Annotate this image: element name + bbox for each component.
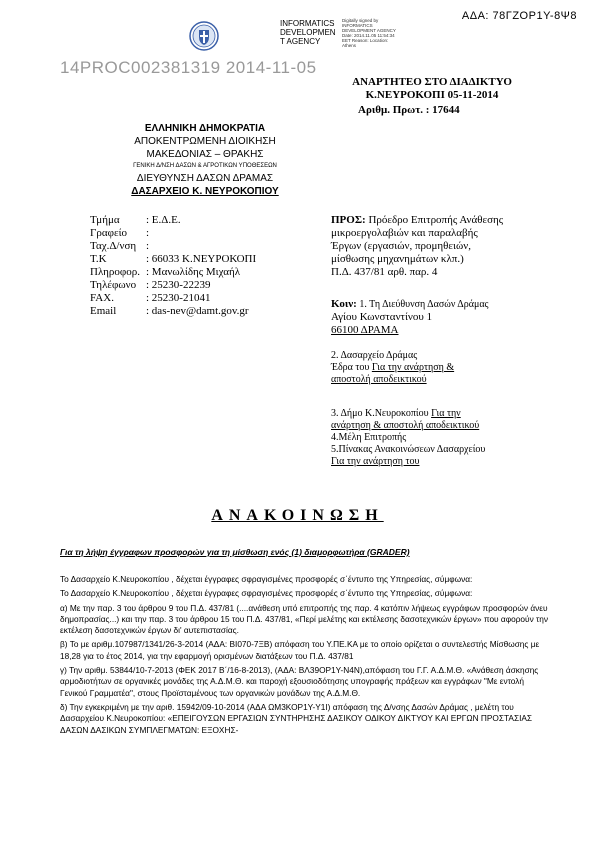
copy-text: 3. Δήμο Κ.Νευροκοπίου: [331, 408, 432, 419]
publication-date: Κ.ΝΕΥΡΟΚΟΠΙ 05-11-2014: [365, 89, 499, 101]
body-paragraph: α) Με την παρ. 3 του άρθρου 9 του Π.Δ. 437/81 (....ανάθεση υπό επιτροπής της παρ. 4 κατόπιν λήψεως εγγράφων προσφορών άνευ δημοπρασίας...) και την παρ. 3 του άρθρου 15 του Π.Δ. 437/81, «Περί μελέτης και εκτέλεσης δασοτεχνικών έργων» που αφορούν την εκτέλεση δασοτεχνικών έργων δι' αυτεπιστασίας.: [60, 602, 549, 636]
contact-label: Τμήμα: [90, 214, 120, 226]
recipient-line: Έργων (εργασιών, προμηθειών,: [331, 240, 471, 252]
header-line: ΓΕΝΙΚΗ Δ/ΝΣΗ ΔΑΣΩΝ & ΑΓΡΟΤΙΚΩΝ ΥΠΟΘΕΣΕΩΝ: [133, 163, 277, 169]
header-line: ΜΑΚΕΔΟΝΙΑΣ – ΘΡΑΚΗΣ: [146, 149, 264, 160]
recipient-line: [331, 214, 571, 227]
greek-emblem-icon: [188, 20, 220, 52]
publication-notice: [342, 76, 522, 102]
copy-label: Κοιν:: [331, 298, 357, 310]
copy-note: αποστολή αποδεικτικού: [331, 374, 427, 385]
contact-label: Email: [90, 305, 117, 317]
document-subject: Για τη λήψη έγγραφων προσφορών για τη μίσθωση ενός (1) διαμορφωτήρα (GRADER): [60, 547, 410, 557]
copy-line: 2. Δασαρχείο Δράμας: [331, 350, 418, 361]
recipient-block: [331, 214, 571, 279]
copy-text: 1. Τη Διεύθυνση Δασών Δράμας: [356, 299, 489, 310]
copy-line: 4.Μέλη Επιτροπής: [331, 432, 407, 443]
recipient-line: μικροεργολαβιών και παραλαβής: [331, 227, 478, 239]
header-line: ΑΠΟΚΕΝΤΡΩΜΕΝΗ ΔΙΟΙΚΗΣΗ: [134, 136, 276, 147]
copy-text: Έδρα του: [331, 362, 372, 373]
contact-label: Πληροφορ.: [90, 266, 141, 278]
document-title: ΑΝΑΚΟΙΝΩΣΗ: [211, 507, 384, 524]
copy-recipient-3: [331, 408, 571, 468]
signature-agency: [280, 19, 336, 46]
copy-line: [331, 362, 571, 374]
copy-note: Για την ανάρτηση &: [371, 362, 455, 373]
document-body: [60, 574, 550, 739]
contact-row: [90, 292, 256, 305]
agency-line: T AGENCY: [280, 37, 321, 46]
agency-line: DEVELOPMEN: [280, 28, 336, 37]
copy-note: Για την ανάρτηση του: [331, 456, 420, 467]
publication-line: ΑΝΑΡΤΗΤΕΟ ΣΤΟ ΔΙΑΔΙΚΤΥΟ: [352, 76, 512, 88]
contact-value: : Ε.Δ.Ε.: [146, 214, 181, 226]
contact-row: [90, 240, 256, 253]
body-paragraph: γ) Την αριθμ. 53844/10-7-2013 (ΦΕΚ 2017 Β΄/16-8-2013), (ΑΔΑ: ΒΛ39ΟΡ1Υ-Ν4Ν),απόφαση του Γ.Γ. Α.Δ.Μ.Θ. «Ανάθεση άσκησης αρμοδιοτήτων σε οργανικές μονάδες της Α.Δ.Μ.Θ. και παροχή εξουσιοδότησης υπογραφής πράξεων και εγγράφων "Με εντολή Γενικού Γραμματέα", στους Προϊσταμένους των οργανικών μονάδων της Α.Δ.Μ.Θ.: [60, 665, 539, 698]
contact-value: :: [146, 240, 150, 252]
header-line: ΔΙΕΥΘΥΝΣΗ ΔΑΣΩΝ ΔΡΑΜΑΣ: [136, 173, 274, 184]
contact-row: [90, 266, 256, 279]
contact-row: [90, 305, 256, 318]
copy-line: [331, 298, 571, 311]
ada-code: ΑΔΑ: 78ΓΖΟΡ1Υ-8Ψ8: [461, 10, 577, 22]
recipient-label: ΠΡΟΣ:: [331, 214, 366, 226]
proc-watermark: 14PROC002381319 2014-11-05: [60, 58, 317, 77]
contact-row: [90, 227, 256, 240]
body-paragraph: Το Δασαρχείο Κ.Νευροκοπίου , δέχεται έγγραφες σφραγισμένες προσφορές σ΄έντυπο της Υπηρεσίας, σύμφωνα:: [60, 588, 473, 599]
protocol-number: Αριθμ. Πρωτ. : 17644: [358, 104, 460, 116]
contact-value: : Μανωλίδης Μιχαήλ: [146, 266, 241, 278]
contact-value: : 25230-22239: [146, 279, 211, 291]
contact-label: Γραφείο: [90, 227, 128, 239]
body-paragraph: β) Το με αριθμ.107987/1341/26-3-2014 (ΑΔΑ: ΒΙ070-7ΞΒ) απόφαση του Υ.ΠΕ.ΚΑ με το οποίο ορίζεται ο συντελεστής Μίσθωσης με 18,28 για το έτος 2014, για την εφαρμογή ορισμένων διατάξεων του Π.Δ. 437/81: [60, 639, 540, 661]
copy-line: [331, 408, 571, 420]
recipient-text: Πρόεδρο Επιτροπής Ανάθεσης: [365, 214, 504, 226]
contact-label: Ταχ.Δ/νση: [90, 240, 137, 252]
header-line: ΕΛΛΗΝΙΚΗ ΔΗΜΟΚΡΑΤΙΑ: [144, 123, 266, 134]
recipient-line: Π.Δ. 437/81 αρθ. παρ. 4: [331, 266, 438, 278]
recipient-line: μίσθωσης μηχανημάτων κλπ.): [331, 253, 464, 265]
copy-line: 5.Πίνακας Ανακοινώσεων Δασαρχείου: [331, 444, 486, 455]
header-line: ΔΑΣΑΡΧΕΙΟ Κ. ΝΕΥΡΟΚΟΠΙΟΥ: [131, 186, 279, 197]
email-link[interactable]: : das-nev@damt.gov.gr: [146, 305, 249, 317]
contact-value: :: [146, 227, 150, 239]
copy-line: 66100 ΔΡΑΜΑ: [331, 324, 399, 336]
copy-note: ανάρτηση & αποστολή αποδεικτικού: [331, 420, 480, 431]
agency-line: INFORMATICS: [280, 19, 335, 28]
contact-details: [90, 214, 256, 318]
contact-row: [90, 214, 256, 227]
contact-value: : 66033 Κ.ΝΕΥΡΟΚΟΠΙ: [146, 253, 257, 265]
contact-row: [90, 279, 256, 292]
contact-label: Τ.Κ: [90, 253, 107, 265]
contact-row: [90, 253, 256, 266]
body-paragraph: δ) Την εγκεκριμένη με την αριθ. 15942/09-10-2014 (ΑΔΑ ΩΜ3ΚΟΡ1Υ-Υ1Ι) απόφαση της Δ/νσης Δασών Δράμας , μελέτη του Δασαρχείου Κ.Νευροκοπίου: «ΕΠΕΙΓΟΥΣΩΝ ΕΡΓΑΣΙΩΝ ΣΥΝΤΗΡΗΣΗΣ ΔΑΣΙΚΟΥ ΟΔΙΚΟΥ ΔΙΚΤΥΟΥ ΚΑΙ ΕΡΓΩΝ ΠΡΟΣΤΑΣΙΑΣ ΔΑΣΩΝ ΔΑΣΙΚΩΝ ΣΥΜΠΛΕΓΜΑΤΩΝ: ΕΞΟΧΗΣ-: [60, 701, 533, 735]
copy-note: Για την: [431, 408, 461, 419]
copy-recipients: [331, 298, 571, 337]
digital-signature-text: Digitally signed by INFORMATICS DEVELOPMENT AGENCY Date: 2014.11.05 11:54:34 EET Reason: Location: Athens: [342, 18, 396, 48]
copy-recipient-2: [331, 350, 571, 386]
contact-label: Τηλέφωνο: [90, 279, 137, 291]
copy-line: Αγίου Κωνσταντίνου 1: [331, 311, 433, 323]
body-paragraph: Το Δασαρχείο Κ.Νευροκοπίου , δέχεται έγγραφες σφραγισμένες προσφορές σ΄έντυπο της Υπηρεσίας, σύμφωνα:: [60, 574, 473, 584]
authority-header: [100, 122, 310, 198]
contact-value: : 25230-21041: [146, 292, 211, 304]
contact-label: FAX.: [90, 292, 114, 304]
